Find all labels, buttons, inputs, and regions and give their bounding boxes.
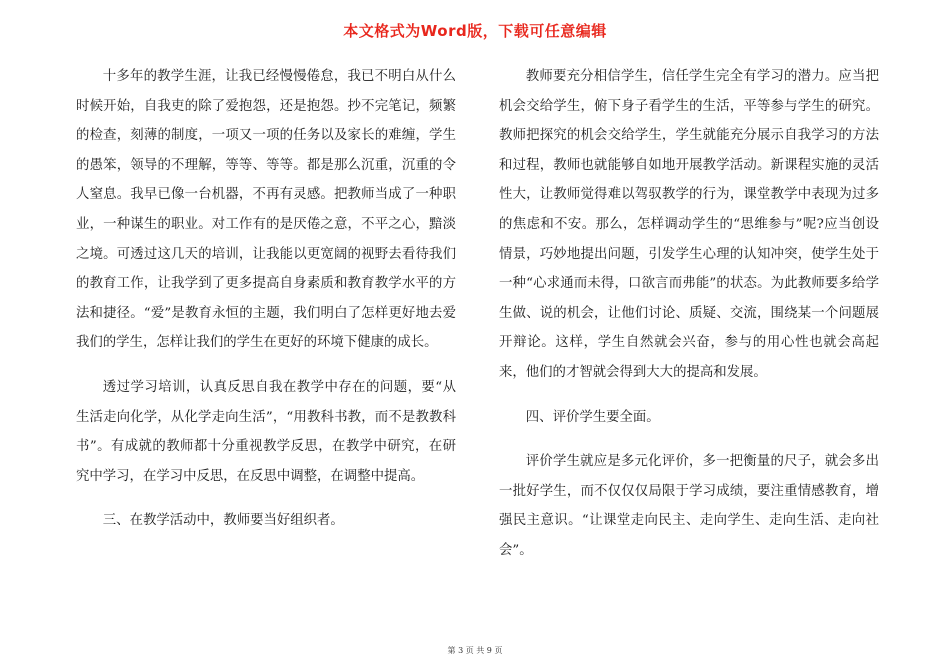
left-text-column (76, 62, 456, 551)
page-number: 第 3 页 共 9 页 (447, 646, 503, 655)
paragraph: 教师要充分相信学生，信任学生完全有学习的潜力。应当把机会交给学生，俯下身子看学生的生活，平等参与学生的研究。教师把探究的机会交给学生，学生就能充分展示自我学习的方法和过程，教师也就能够自如地开展教学活动。新课程实施的灵活性大，让教师觉得难以驾驭教学的行为，课堂教学中表现为过多的焦虑和不安。那么，怎样调动学生的“思维参与”呢?应当创设情景，巧妙地提出问题，引发学生心理的认知冲突，使学生处于一种“心求通而未得，口欲言而弗能”的状态。为此教师要多给学生做、说的机会，让他们讨论、质疑、交流，围绕某一个问题展开辩论。这样，学生自然就会兴奋，参与的用心性也就会高起来，他们的才智就会得到大大的提高和发展。 (499, 69, 879, 380)
section-heading: 三、在教学活动中，教师要当好组织者。 (102, 513, 344, 529)
paragraph: 透过学习培训，认真反思自我在教学中存在的问题，要“从生活走向化学，从化学走向生活”，“用教科书教，而不是教教科书”。有成就的教师都十分重视教学反思，在教学中研究，在研究中学习，在学习中反思，在反思中调整，在调整中提高。 (76, 379, 456, 484)
section-heading: 四、评价学生要全面。 (525, 409, 660, 425)
paragraph: 评价学生就应是多元化评价，多一把衡量的尺子，就会多出一批好学生，而不仅仅仅局限于学习成绩，要注重情感教育，增强民主意识。“让课堂走向民主、走向学生、走向生活、走向社会”。 (499, 454, 879, 558)
right-text-column (499, 62, 879, 581)
paragraph: 十多年的教学生涯，让我已经慢慢倦怠，我已不明白从什么时候开始，自我吏的除了爱抱怨，还是抱怨。抄不完笔记，频繁的检查，刻薄的制度，一项又一项的任务以及家长的难缠，学生的愚笨，领导的不理解，等等、等等。都是那么沉重，沉重的令人窒息。我早已像一台机器，不再有灵感。把教师当成了一种职业，一种谋生的职业。对工作有的是厌倦之意，不平之心，黯淡之境。可透过这几天的培训，让我能以更宽阔的视野去看待我们的教育工作，让我学到了更多提高自身素质和教育教学水平的方法和捷径。“爱”是教育永恒的主题，我们明白了怎样更好地去爱我们的学生，怎样让我们的学生在更好的环境下健康的成长。 (76, 69, 456, 351)
page-header-title: 本文格式为Word版，下载可任意编辑 (343, 22, 607, 40)
